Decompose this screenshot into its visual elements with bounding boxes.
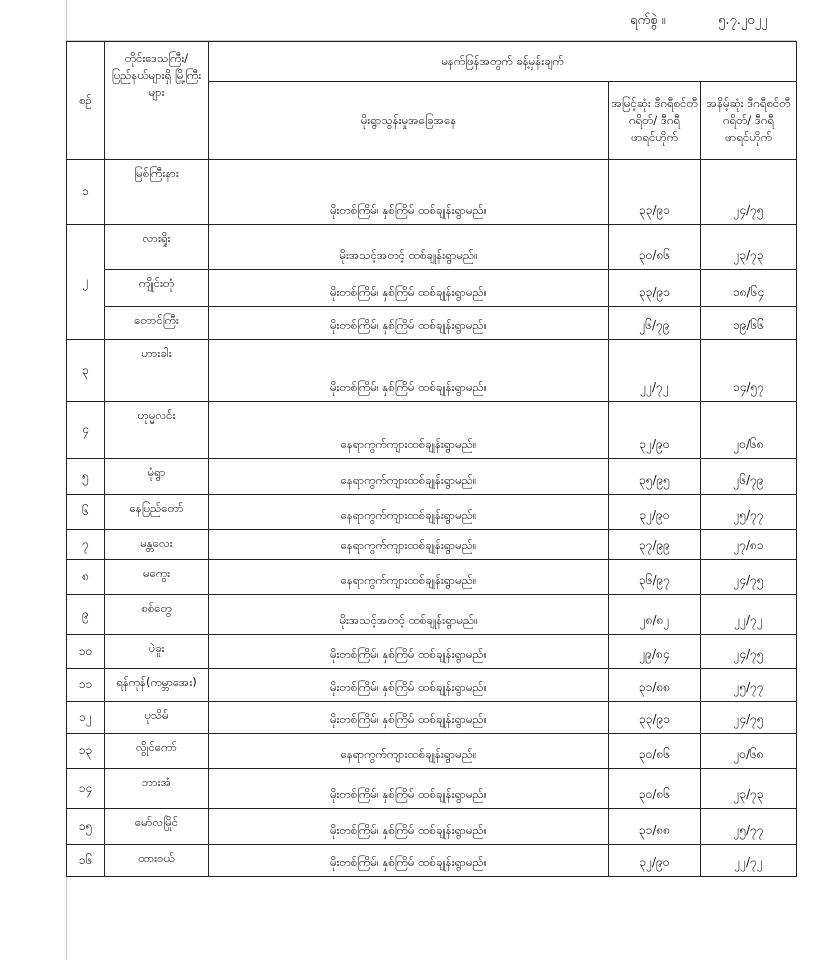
- row-min-temp: ၂၀/၆၈: [701, 734, 797, 769]
- row-number: ၉: [67, 595, 105, 635]
- table-row: [67, 734, 797, 769]
- row-condition: မိုးတစ်ကြိမ်၊ နှစ်ကြိမ် ထစ်ချုန်းရွာမည်။: [209, 769, 609, 809]
- row-min-temp: ၂၂/၇၂: [701, 845, 797, 877]
- row-number: ၁၅: [67, 809, 105, 845]
- table-row: [67, 402, 797, 459]
- forecast-table: [66, 41, 797, 877]
- row-max-temp: ၃၂/၉၀: [609, 845, 701, 877]
- row-condition: နေရာကွက်ကျားထစ်ချုန်းရွာမည်။: [209, 560, 609, 595]
- row-min-temp: ၂၅/၇၇: [701, 669, 797, 702]
- header-condition: မိုးရွာသွန်းမှုအခြေအနေ: [209, 82, 609, 160]
- row-min-temp: ၂၃/၇၃: [701, 225, 797, 270]
- row-max-temp: ၃၁/၈၈: [609, 669, 701, 702]
- table-row: [67, 225, 797, 270]
- row-condition: မိုးတစ်ကြိမ်၊ နှစ်ကြိမ် ထစ်ချုန်းရွာမည်။: [209, 340, 609, 402]
- row-condition: နေရာကွက်ကျားထစ်ချုန်းရွာမည်။: [209, 734, 609, 769]
- date-value: ၅.၇.၂၀၂၂: [718, 13, 768, 28]
- row-condition: နေရာကွက်ကျားထစ်ချုန်းရွာမည်။: [209, 459, 609, 495]
- row-max-temp: ၃၀/၈၆: [609, 225, 701, 270]
- row-max-temp: ၃၂/၉၀: [609, 402, 701, 459]
- table-row: [67, 769, 797, 809]
- row-number: ၂: [67, 225, 105, 340]
- row-min-temp: ၂၂/၇၂: [701, 595, 797, 635]
- row-max-temp: ၃၃/၉၁: [609, 270, 701, 307]
- row-condition: မိုးတစ်ကြိမ်၊ နှစ်ကြိမ် ထစ်ချုန်းရွာမည်။: [209, 307, 609, 340]
- row-max-temp: ၂၈/၈၂: [609, 595, 701, 635]
- row-condition: မိုးတစ်ကြိမ်၊ နှစ်ကြိမ် ထစ်ချုန်းရွာမည်။: [209, 270, 609, 307]
- row-max-temp: ၂၂/၇၂: [609, 340, 701, 402]
- row-max-temp: ၂၆/၇၉: [609, 307, 701, 340]
- row-max-temp: ၃၇/၉၉: [609, 530, 701, 560]
- row-min-temp: ၂၀/၆၈: [701, 402, 797, 459]
- row-condition: မိုးတစ်ကြိမ်၊ နှစ်ကြိမ် ထစ်ချုန်းရွာမည်။: [209, 702, 609, 734]
- row-condition: မိုးတစ်ကြိမ်၊ နှစ်ကြိမ် ထစ်ချုန်းရွာမည်။: [209, 845, 609, 877]
- table-row: [67, 702, 797, 734]
- row-max-temp: ၃၂/၉၀: [609, 495, 701, 530]
- row-number: ၁၂: [67, 702, 105, 734]
- row-city: တောင်ကြီး: [105, 307, 209, 340]
- row-city: စစ်တွေ: [105, 595, 209, 635]
- row-min-temp: ၂၅/၇၇: [701, 809, 797, 845]
- row-condition: မိုးအသင့်အတင့် ထစ်ချုန်းရွာမည်။: [209, 225, 609, 270]
- row-condition: နေရာကွက်ကျားထစ်ချုန်းရွာမည်။: [209, 530, 609, 560]
- row-condition: နေရာကွက်ကျားထစ်ချုန်းရွာမည်။: [209, 402, 609, 459]
- row-max-temp: ၃၀/၈၆: [609, 769, 701, 809]
- table-row: [67, 340, 797, 402]
- row-min-temp: ၂၇/၈၁: [701, 530, 797, 560]
- row-number: ၄: [67, 402, 105, 459]
- row-city: မန္တလေး: [105, 530, 209, 560]
- row-min-temp: ၂၅/၇၇: [701, 495, 797, 530]
- row-condition: မိုးတစ်ကြိမ်၊ နှစ်ကြိမ် ထစ်ချုန်းရွာမည်။: [209, 809, 609, 845]
- row-min-temp: ၂၄/၇၅: [701, 702, 797, 734]
- row-number: ၆: [67, 495, 105, 530]
- table-row: [67, 809, 797, 845]
- row-number: ၁၃: [67, 734, 105, 769]
- row-city: လားရှိုး: [105, 225, 209, 270]
- row-city: ဟုမ္မလင်း: [105, 402, 209, 459]
- row-min-temp: ၂၃/၇၃: [701, 769, 797, 809]
- row-min-temp: ၁၉/၆၆: [701, 307, 797, 340]
- row-city: မြစ်ကြီးနား: [105, 160, 209, 225]
- table-row: [67, 530, 797, 560]
- row-number: ၈: [67, 560, 105, 595]
- header-forecast-group: မနက်ဖြန်အတွက် ခန့်မှန်းချက်: [209, 42, 797, 82]
- table-row: [67, 307, 797, 340]
- row-city: နေပြည်တော်: [105, 495, 209, 530]
- row-min-temp: ၂၄/၇၅: [701, 160, 797, 225]
- table-row: [67, 595, 797, 635]
- row-min-temp: ၁၈/၆၄: [701, 270, 797, 307]
- header-no: စဉ်: [67, 42, 105, 160]
- row-max-temp: ၃၀/၈၆: [609, 734, 701, 769]
- row-city: လွိုင်ကော်: [105, 734, 209, 769]
- row-city: ပဲခူး: [105, 635, 209, 669]
- row-number: ၅: [67, 459, 105, 495]
- table-row: [67, 160, 797, 225]
- table-row: [67, 270, 797, 307]
- table-row: [67, 459, 797, 495]
- row-condition: မိုးတစ်ကြိမ်၊ နှစ်ကြိမ် ထစ်ချုန်းရွာမည်။: [209, 160, 609, 225]
- row-number: ၃: [67, 340, 105, 402]
- row-city: မကွေး: [105, 560, 209, 595]
- row-city: ကျိုင်းတုံ: [105, 270, 209, 307]
- row-city: မုံရွာ: [105, 459, 209, 495]
- row-number: ၇: [67, 530, 105, 560]
- table-row: [67, 495, 797, 530]
- row-number: ၁၄: [67, 769, 105, 809]
- row-city: ပုသိမ်: [105, 702, 209, 734]
- date-label: ရက်စွဲ ။: [630, 13, 666, 28]
- table-row: [67, 635, 797, 669]
- row-number: ၁၀: [67, 635, 105, 669]
- row-condition: မိုးအသင့်အတင့် ထစ်ချုန်းရွာမည်။: [209, 595, 609, 635]
- row-number: ၁၁: [67, 669, 105, 702]
- row-min-temp: ၂၆/၇၉: [701, 459, 797, 495]
- header-min-temp: အနိမ့်ဆုံး ဒီဂရီစင်တီဂရိတ်/ ဒီဂရီဖာရင်ဟိုက်: [701, 82, 797, 160]
- row-city: ဘားအံ: [105, 769, 209, 809]
- row-city: မော်လမြိုင်: [105, 809, 209, 845]
- row-condition: မိုးတစ်ကြိမ်၊ နှစ်ကြိမ် ထစ်ချုန်းရွာမည်။: [209, 669, 609, 702]
- row-city: ရန်ကုန်(ကမ္ဘာအေး): [105, 669, 209, 702]
- row-max-temp: ၃၃/၉၁: [609, 702, 701, 734]
- row-condition: နေရာကွက်ကျားထစ်ချုန်းရွာမည်။: [209, 495, 609, 530]
- row-min-temp: ၂၄/၇၅: [701, 635, 797, 669]
- header-row-1: [67, 42, 797, 82]
- row-min-temp: ၁၄/၅၇: [701, 340, 797, 402]
- row-number: ၁: [67, 160, 105, 225]
- table-row: [67, 669, 797, 702]
- row-max-temp: ၃၆/၉၇: [609, 560, 701, 595]
- row-condition: မိုးတစ်ကြိမ်၊ နှစ်ကြိမ် ထစ်ချုန်းရွာမည်။: [209, 635, 609, 669]
- table-row: [67, 560, 797, 595]
- row-max-temp: ၃၃/၉၁: [609, 160, 701, 225]
- row-number: ၁၆: [67, 845, 105, 877]
- row-max-temp: ၃၅/၉၅: [609, 459, 701, 495]
- row-max-temp: ၃၁/၈၈: [609, 809, 701, 845]
- row-city: ထားဝယ်: [105, 845, 209, 877]
- row-max-temp: ၂၉/၈၄: [609, 635, 701, 669]
- row-min-temp: ၂၄/၇၅: [701, 560, 797, 595]
- header-max-temp: အမြင့်ဆုံး ဒီဂရီစင်တီဂရိတ်/ ဒီဂရီဖာရင်ဟိုက်: [609, 82, 701, 160]
- row-city: ဟားခါး: [105, 340, 209, 402]
- header-city: တိုင်းဒေသကြီး/ ပြည်နယ်များရှိ မြို့ကြီးများ: [105, 42, 209, 160]
- table-row: [67, 845, 797, 877]
